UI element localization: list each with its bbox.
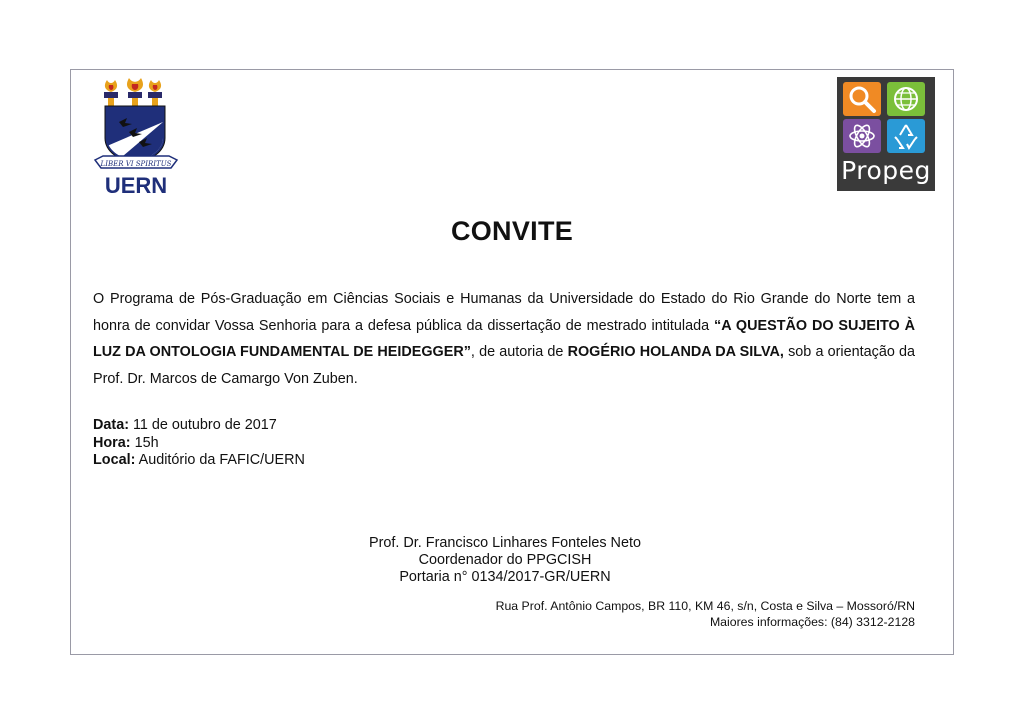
body-author-lead: , de autoria de (470, 344, 568, 360)
date-label: Data: (93, 417, 129, 433)
uern-acronym: UERN (104, 173, 168, 196)
time-row (93, 435, 305, 453)
recycle-icon (887, 119, 925, 153)
date-row (93, 417, 305, 435)
signer-name: Prof. Dr. Francisco Linhares Fonteles Neto (369, 535, 641, 551)
signer-role: Coordenador do PPGCISH (418, 552, 592, 568)
place-label: Local: (93, 452, 136, 468)
date-value: 11 de outubro de 2017 (128, 417, 277, 433)
atom-icon (843, 119, 881, 153)
footer-contact: Maiores informações: (84) 3312-2128 (709, 614, 915, 629)
footer-address: Rua Prof. Antônio Campos, BR 110, KM 46, s/n, Costa e Silva – Mossoró/RN (495, 599, 915, 613)
page-title: CONVITE (450, 216, 574, 246)
place-row (93, 452, 305, 470)
uern-motto: LIBER VI SPIRITUS (100, 160, 172, 168)
thesis-title: “A QUESTÃO DO SUJEITO À LUZ DA ONTOLOGIA FUNDAMENTAL DE HEIDEGGER” (93, 317, 915, 360)
signer-decree: Portaria n° 0134/2017-GR/UERN (399, 569, 611, 585)
footer (496, 599, 915, 630)
signature-block (0, 535, 1010, 586)
body-intro: O Programa de Pós-Graduação em Ciências Sociais e Humanas da Universidade do Estado do Rio Grande do Norte tem a honra de convidar Vossa Senhoria para a defesa pública da dissertação de mestrado intitulada (93, 291, 915, 334)
propeg-label: Propeg (841, 156, 931, 185)
invitation-text (93, 286, 915, 392)
place-value: Auditório da FAFIC/UERN (135, 452, 305, 468)
magnifier-icon (843, 82, 881, 116)
body-advisor: sob a orientação da Prof. Dr. Marcos de Camargo Von Zuben. (93, 344, 915, 387)
time-label: Hora: (93, 434, 131, 451)
uern-logo (93, 76, 179, 196)
propeg-logo (837, 77, 935, 191)
event-details (93, 417, 305, 470)
uern-crest-icon (93, 76, 179, 196)
author-name: ROGÉRIO HOLANDA DA SILVA, (567, 344, 784, 360)
globe-icon (887, 82, 925, 116)
time-value: 15h (130, 434, 159, 451)
